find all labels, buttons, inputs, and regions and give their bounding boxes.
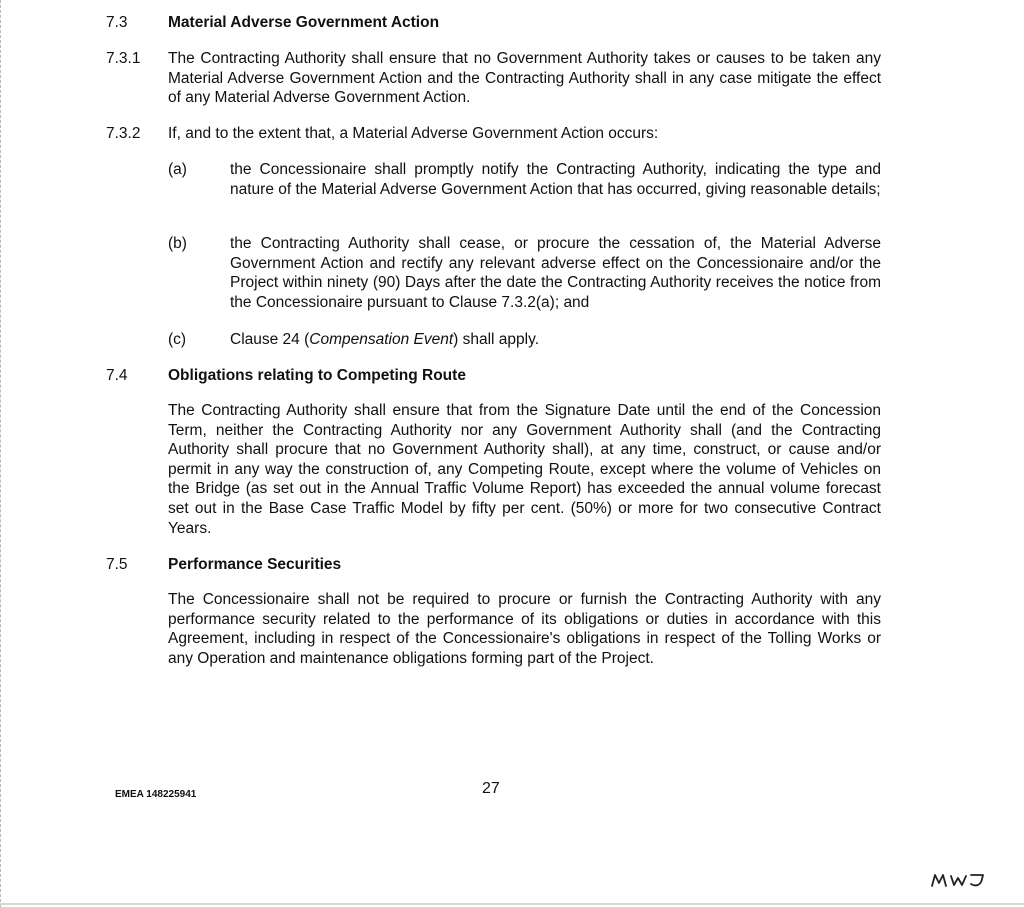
- page-bottom-edge: [0, 903, 1024, 905]
- section-heading-material-adverse-government-action: Material Adverse Government Action: [168, 14, 440, 31]
- handwritten-initials: [930, 866, 990, 892]
- clause-7-4-text: The Contracting Authority shall ensure that from the Signature Date until the end of the Concession Term, neither the Contracting Authority nor any Government Authority shall (and the Contracting Authority shall procure that no Government Authority shall), at any time, construct, or cause and/or permit in any way the construction of, any Competing Route, except where the volume of Vehicles on the Bridge (as set out in the Annual Traffic Volume Report) has exceeded the annual volume forecast set out in the Base Case Traffic Model by fifty per cent. (50%) or more for two consecutive Contract Years.: [168, 402, 881, 537]
- clause-7-3-2-text: If, and to the extent that, a Material Adverse Government Action occurs:: [168, 125, 659, 142]
- subclause-label-b: (b): [168, 235, 187, 252]
- subclause-c-text: [230, 330, 881, 350]
- subclause-b-text: the Contracting Authority shall cease, or procure the cessation of, the Material Adverse Government Action and rectify any relevant adverse effect on the Concessionaire and/or the Project within ninety (90) Days after the date the Contracting Authority receives the notice from the Concessionaire pursuant to Clause 7.3.2(a); and: [230, 235, 881, 311]
- subclause-c-text-before: Clause 24 (: [230, 331, 310, 348]
- section-number-7-3-1: 7.3.1: [106, 50, 141, 67]
- page-left-edge: [0, 0, 4, 907]
- subclause-label-a: (a): [168, 161, 187, 178]
- subclause-a-text: the Concessionaire shall promptly notify the Contracting Authority, indicating the type and nature of the Material Adverse Government Action that has occurred, giving reasonable details;: [230, 161, 881, 198]
- page-number: 27: [482, 780, 500, 797]
- section-number-7-3: 7.3: [106, 14, 128, 31]
- section-heading-performance-securities: Performance Securities: [168, 556, 342, 573]
- section-number-7-4: 7.4: [106, 367, 128, 384]
- compensation-event-reference: Compensation Event: [309, 331, 454, 348]
- clause-7-5-text: The Concessionaire shall not be required to procure or furnish the Contracting Authority with any performance security related to the performance of its obligations or duties in accordance with this Agreement, including in respect of the Concessionaire's obligations in respect of the Tolling Works or any Operation and maintenance obligations forming part of the Project.: [168, 591, 881, 667]
- subclause-c-text-after: ) shall apply.: [453, 331, 540, 348]
- section-number-7-3-2: 7.3.2: [106, 125, 141, 142]
- section-heading-competing-route: Obligations relating to Competing Route: [168, 367, 466, 384]
- subclause-label-c: (c): [168, 331, 187, 348]
- section-number-7-5: 7.5: [106, 556, 128, 573]
- clause-7-3-1-text: The Contracting Authority shall ensure that no Government Authority takes or causes to be taken any Material Adverse Government Action and the Contracting Authority shall in any case mitigate the effect of any Material Adverse Government Action.: [168, 50, 881, 107]
- document-reference: EMEA 148225941: [115, 789, 197, 800]
